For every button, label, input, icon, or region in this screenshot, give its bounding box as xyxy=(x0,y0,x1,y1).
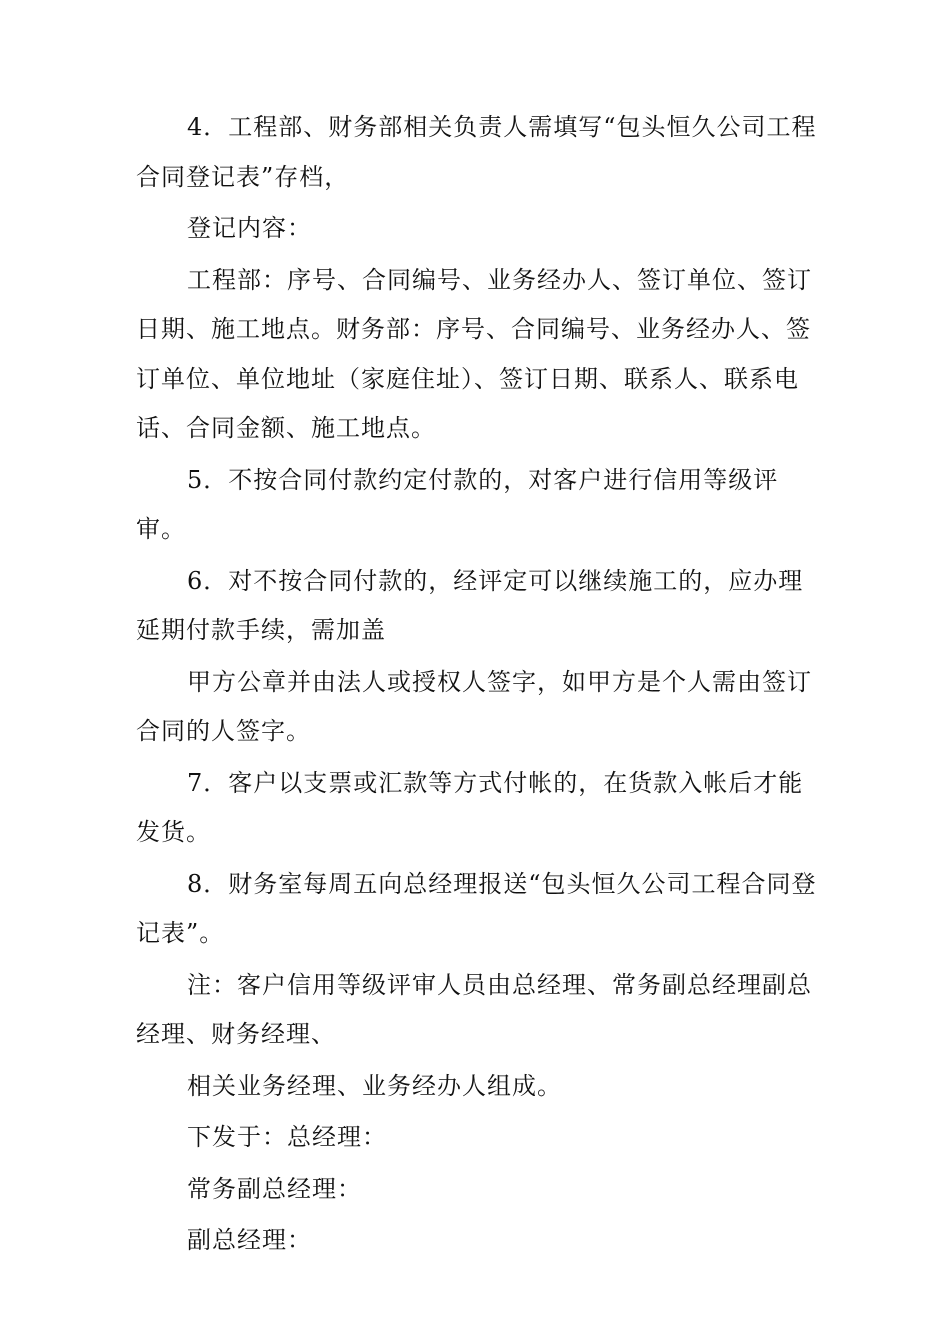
paragraph-item-4: 4．工程部、财务部相关负责人需填写“包头恒久公司工程合同登记表”存档， xyxy=(136,113,817,191)
document-page xyxy=(136,103,826,1268)
paragraph-departments: 工程部：序号、合同编号、业务经办人、签订单位、签订日期、施工地点。财务部：序号、合同编号、业务经办人、签订单位、单位地址（家庭住址）、签订日期、联系人、联系电话、合同金额、施工地点。 xyxy=(136,265,812,442)
paragraph-note: 注：客户信用等级评审人员由总经理、常务副总经理副总经理、财务经理、 xyxy=(136,970,812,1048)
paragraph-note-continued: 相关业务经理、业务经办人组成。 xyxy=(187,1071,562,1100)
paragraph-item-7: 7．客户以支票或汇款等方式付帐的，在货款入帐后才能发货。 xyxy=(136,768,804,846)
paragraph-distribution-vgm: 副总经理： xyxy=(187,1226,312,1254)
paragraph-seal-signature: 甲方公章并由法人或授权人签字，如甲方是个人需由签订合同的人签字。 xyxy=(136,667,812,745)
paragraph-item-6: 6．对不按合同付款的，经评定可以继续施工的，应办理延期付款手续，需加盖 xyxy=(136,566,804,644)
paragraph-item-5: 5．不按合同付款约定付款的，对客户进行信用等级评审。 xyxy=(136,465,779,543)
paragraph-registration-content: 登记内容： xyxy=(187,214,312,242)
paragraph-item-8: 8．财务室每周五向总经理报送“包头恒久公司工程合同登记表”。 xyxy=(136,869,817,947)
paragraph-distribution-executive-vgm: 常务副总经理： xyxy=(187,1174,362,1203)
paragraph-distribution-gm: 下发于：总经理： xyxy=(187,1123,387,1151)
